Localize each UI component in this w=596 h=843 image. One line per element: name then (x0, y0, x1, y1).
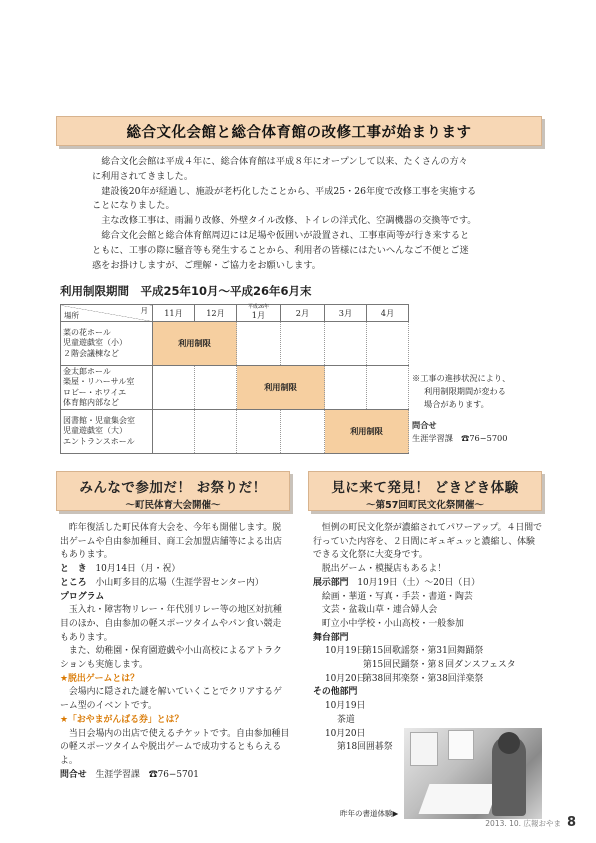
culture-festival-banner (308, 471, 542, 511)
schedule-title: 利用制限期間 平成25年10月～平成26年6月末 (60, 284, 312, 298)
note-line: 場合があります。 (424, 398, 489, 409)
schedule-row (61, 322, 409, 366)
exhibit-items: 絵画・華道・写真・手芸・書道・陶芸 (321, 591, 473, 602)
contact-label: 問合せ (60, 769, 87, 780)
stage-label: 舞台部門 (313, 632, 349, 643)
row-place (61, 366, 153, 410)
place-line: 児童遊戯室（小） (63, 338, 127, 348)
stage-date: 10月20日 (325, 673, 366, 684)
place-line: 児童遊戯室（大） (63, 426, 127, 436)
escape-game-title: ★脱出ゲームとは？ (60, 673, 139, 684)
intro-line: 惑をお掛けしますが、ご理解・ご協力をお願いします。 (92, 259, 321, 271)
intro-line: に利用されてきました。 (92, 170, 194, 182)
exhibit-label: 展示部門 (313, 577, 349, 588)
program-text: また、幼稚園・保育園遊戯や小山高校によるアトラクションも実施します。 (60, 646, 282, 671)
month-header: 3月 (325, 305, 367, 322)
contact-phone: ☎76−5700 (461, 432, 508, 443)
contact-dept: 生涯学習課 (95, 769, 140, 780)
where-value: 小山町多目的広場（生涯学習センター内） (95, 577, 264, 588)
sports-festival-banner (56, 471, 290, 511)
other-event: 茶道 (337, 714, 355, 725)
stage-event: 第15回歌謡祭・第31回舞踊祭 (363, 646, 484, 657)
place-line: 楽屋・リハーサル室 (63, 377, 135, 387)
restriction-bar: 利用制限 (325, 410, 409, 454)
month-header: 11月 (153, 305, 195, 322)
contact-phone: ☎76−5701 (148, 769, 199, 780)
intro-line: 総合文化会館は平成４年に、総合体育館は平成８年にオープンして以来、たくさんの方々 (101, 156, 468, 167)
schedule-header-corner (61, 305, 153, 322)
row-place (61, 322, 153, 366)
row-place (61, 410, 153, 454)
page-footer (485, 815, 576, 830)
contact-dept: 生涯学習課 (412, 432, 453, 443)
stage-event: 第38回邦楽祭・第38回洋楽祭 (363, 673, 484, 684)
article-intro: 恒例の町民文化祭が濃縮されてパワーアップ。４日間で行っていた内容を、２日間にギュギュッと濃縮し、体験できる文化祭に大変身です。 (313, 523, 542, 561)
when-label: と き (60, 564, 87, 575)
program-text: 玉入れ・障害物リレー・年代別リレー等の地区対抗種目のほか、自由参加の軽スポーツタイムやパン食い競走もあります。 (60, 605, 282, 643)
stage-row (313, 659, 543, 673)
intro-line: ことになりました。 (92, 200, 175, 212)
schedule-row (61, 366, 409, 410)
place-line: 金太郎ホール (63, 366, 111, 376)
contact-info (412, 419, 507, 445)
intro-text (92, 155, 517, 273)
intro-line: 総合文化会館と総合体育館周辺には足場や仮囲いが設置され、工事車両等が行き来すると (101, 229, 470, 241)
section-title: 見に来て発見！ どきどき体験 (331, 480, 519, 496)
month-header: 12月 (195, 305, 237, 322)
main-title: 総合文化会館と総合体育館の改修工事が始まります (126, 124, 472, 141)
culture-festival-article (313, 522, 543, 755)
place-line: ロビー・ホワイエ (63, 387, 127, 397)
contact-label: 問合せ (412, 420, 437, 430)
other-date: 10月19日 (325, 701, 366, 712)
program-label: プログラム (60, 591, 105, 602)
schedule-table (60, 304, 409, 454)
other-label: その他部門 (313, 687, 358, 698)
page-number: 8 (566, 815, 576, 830)
note-line: 利用制限期間が変わる (424, 385, 506, 396)
month-header (237, 305, 281, 322)
ticket-title: ★「おやまがんばる券」とは？ (60, 714, 184, 725)
note-line: ※工事の進捗状況により、 (412, 373, 511, 383)
stage-date: 10月19日 (325, 646, 366, 657)
month-year-note: 平成26年 (247, 304, 270, 310)
article-intro: 脱出ゲーム・模擬店もあるよ！ (321, 564, 447, 575)
intro-line: 建設後20年が経過し、施設が老朽化したことから、平成25・26年度で改修工事を実施する (101, 185, 477, 197)
intro-line: 主な改修工事は、雨漏り改修、外壁タイル改修、トイレの洋式化、空調機器の交換等です。 (101, 215, 477, 227)
month-header: 4月 (367, 305, 409, 322)
article-intro: 昨年復活した町民体育大会を、今年も開催します。脱出ゲームや自由参加種目、商工会加盟店舗等による出店もあります。 (60, 523, 282, 561)
when-value: 10月14日（月・祝） (95, 564, 181, 575)
intro-line: ともに、工事の際に騒音等も発生することから、利用者の皆様にはたいへんなご不便とご迷 (92, 244, 469, 256)
exhibit-items: 町立小中学校・小山高校・一般参加 (321, 618, 464, 629)
schedule-row (61, 410, 409, 454)
month-label: 1月 (251, 310, 266, 320)
section-subtitle: ～町民体育大会開催～ (125, 500, 221, 511)
header-month-label: 月 (140, 306, 148, 315)
place-line: エントランスホール (63, 436, 135, 446)
stage-row (313, 673, 543, 687)
calligraphy-photo (404, 728, 542, 819)
restriction-bar: 利用制限 (153, 322, 237, 366)
issue-label: 2013. 10. 広報おやま (485, 819, 561, 828)
where-label: ところ (60, 577, 87, 588)
stage-row (313, 645, 543, 659)
exhibit-dates: 10月19日（土）～20日（日） (357, 577, 481, 588)
month-header: 2月 (281, 305, 325, 322)
stage-event: 第15回民踊祭・第８回ダンスフェスタ (363, 660, 516, 671)
restriction-bar: 利用制限 (237, 366, 325, 410)
section-subtitle: ～第57回町民文化祭開催～ (366, 500, 484, 511)
place-line: 体育館内部など (63, 397, 119, 407)
other-event: 第18回囲碁祭 (337, 742, 393, 753)
section-title: みんなで参加だ！ お祭りだ！ (79, 480, 267, 496)
ticket-text: 当日会場内の出店で使えるチケットです。自由参加種目の軽スポーツタイムや脱出ゲームで成功するともらえるよ。 (60, 728, 290, 766)
place-line: 図書館・児童集会室 (63, 415, 135, 425)
main-title-banner (56, 116, 542, 146)
place-line: ２階会議棟など (63, 348, 119, 358)
other-date: 10月20日 (325, 728, 366, 739)
escape-game-text: 会場内に隠された謎を解いていくことでクリアするゲーム型のイベントです。 (60, 687, 282, 712)
sports-festival-article (60, 522, 290, 782)
schedule-note (412, 372, 542, 410)
exhibit-items: 文芸・盆栽山草・連合婦人会 (321, 605, 438, 616)
place-line: 菜の花ホール (63, 327, 111, 337)
photo-caption: 昨年の書道体験▶ (340, 809, 399, 818)
header-place-label: 場所 (64, 311, 79, 320)
